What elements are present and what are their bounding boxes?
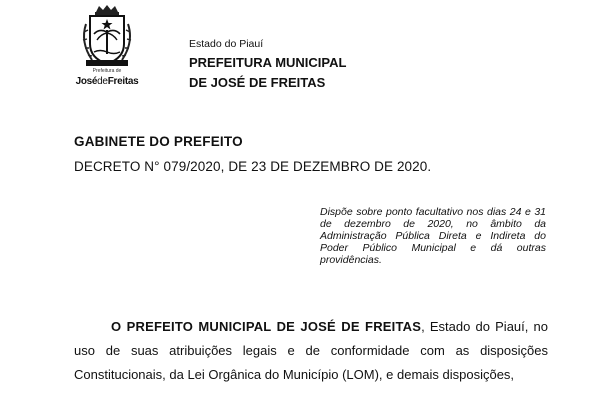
municipal-logo: [72, 4, 142, 92]
logo-caption-freitas: Freitas: [107, 76, 139, 87]
logo-caption-big: [72, 76, 142, 88]
decree-summary: Dispõe sobre ponto facultativo nos dias 24 e 31 de dezembro de 2020, no âmbito da Administração Pública Direta e Indireta do Poder Público Municipal e dá outras providências.: [320, 206, 546, 266]
preamble-authority: O PREFEITO MUNICIPAL DE JOSÉ DE FREITAS: [111, 319, 422, 334]
organization-name-line1: PREFEITURA MUNICIPAL: [189, 55, 347, 70]
logo-caption-small: Prefeitura de: [92, 68, 122, 74]
logo-caption-de: de: [97, 76, 108, 87]
preamble-text: , Estado do Piauí, no uso de suas atribuições legais e de conformidade com as disposições Constitucionais, da Lei Orgânica do Município (LOM), e demais disposições,: [74, 319, 548, 382]
logo-caption-jose: José: [75, 76, 98, 87]
office-heading: GABINETE DO PREFEITO: [74, 134, 243, 149]
preamble-paragraph: [74, 315, 548, 387]
state-name: Estado do Piauí: [189, 38, 264, 50]
coat-of-arms-icon: [72, 4, 142, 68]
decree-title: DECRETO N° 079/2020, DE 23 DE DEZEMBRO DE 2020.: [74, 159, 432, 174]
organization-name-line2: DE JOSÉ DE FREITAS: [189, 75, 326, 90]
